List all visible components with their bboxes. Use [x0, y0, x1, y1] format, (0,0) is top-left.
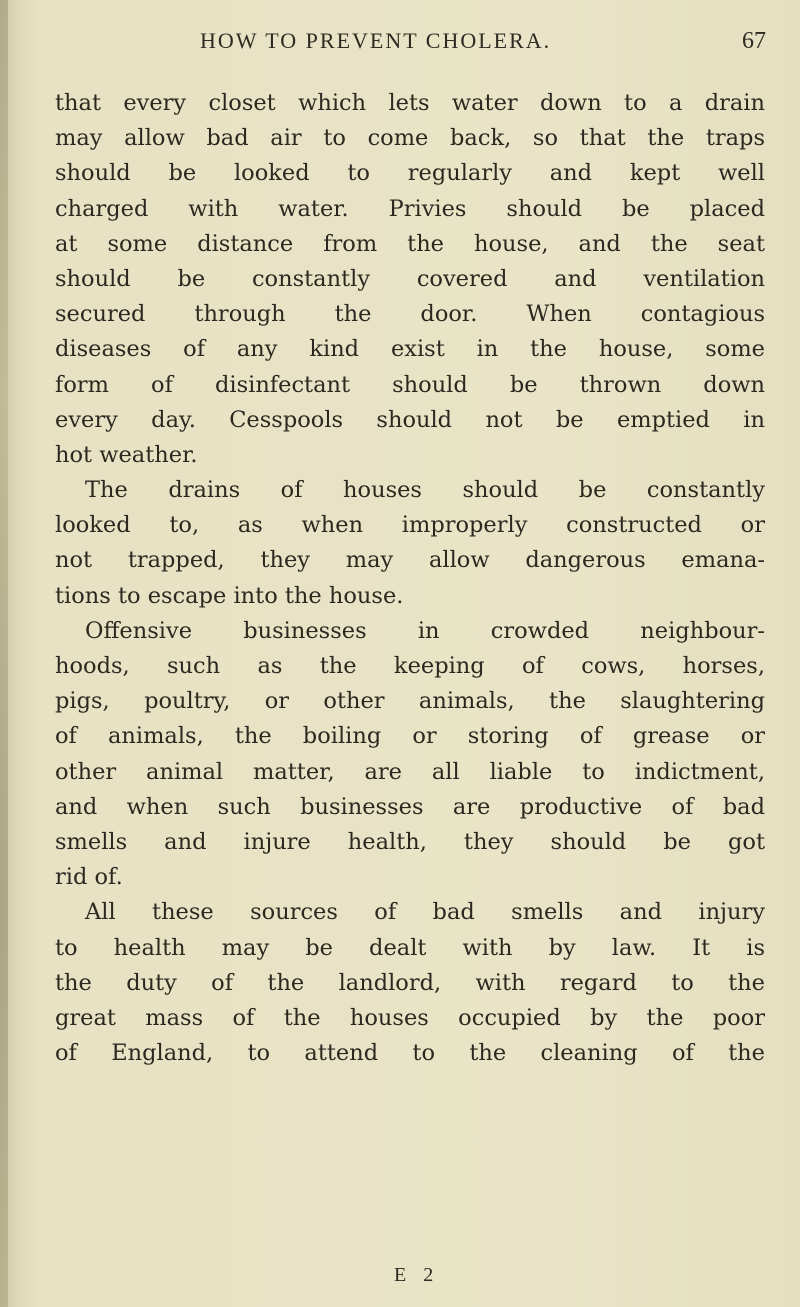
text-line: tions to escape into the house.	[55, 582, 404, 609]
text-line: diseases of any kind exist in the house, some	[55, 336, 765, 363]
body-text	[55, 86, 765, 1071]
text-line: other animal matter, are all liable to indictment,	[55, 758, 765, 785]
text-line: hoods, such as the keeping of cows, horses,	[55, 653, 765, 679]
text-line: and when such businesses are productive of bad	[55, 793, 765, 820]
paragraph-start-line: The drains of houses should be constantly	[85, 477, 765, 504]
text-line: rid of.	[55, 864, 123, 891]
text-line: every day. Cesspools should not be emptied in	[55, 406, 765, 433]
text-line: not trapped, they may allow dangerous emana-	[55, 547, 765, 574]
text-line: secured through the door. When contagious	[55, 301, 765, 328]
paragraph-start-line: All these sources of bad smells and injury	[85, 899, 765, 926]
page-number: 67	[742, 28, 766, 54]
page-gutter-shadow	[0, 0, 8, 1307]
text-line: the duty of the landlord, with regard to the	[55, 969, 765, 996]
text-line: form of disinfectant should be thrown down	[55, 371, 765, 398]
text-line: may allow bad air to come back, so that the traps	[55, 125, 765, 152]
text-line: to health may be dealt with by law. It is	[55, 934, 765, 961]
text-line: pigs, poultry, or other animals, the slaughtering	[55, 688, 765, 715]
text-line: hot weather.	[55, 441, 198, 468]
text-line: smells and injure health, they should be got	[55, 828, 765, 855]
text-line: should be constantly covered and ventilation	[55, 265, 765, 292]
text-line: charged with water. Privies should be placed	[55, 195, 765, 222]
text-line: great mass of the houses occupied by the poor	[55, 1004, 765, 1031]
text-line: that every closet which lets water down to a drain	[55, 90, 765, 116]
text-line: of animals, the boiling or storing of grease or	[55, 723, 765, 750]
text-line: looked to, as when improperly constructed or	[55, 512, 765, 539]
paragraph-start-line: Offensive businesses in crowded neighbour-	[85, 617, 765, 644]
text-line: at some distance from the house, and the seat	[55, 230, 765, 257]
text-line: of England, to attend to the cleaning of the	[55, 1040, 765, 1067]
running-header-title: HOW TO PREVENT CHOLERA.	[200, 28, 552, 53]
text-line: should be looked to regularly and kept well	[55, 160, 765, 187]
signature-mark: E 2	[394, 1264, 440, 1286]
